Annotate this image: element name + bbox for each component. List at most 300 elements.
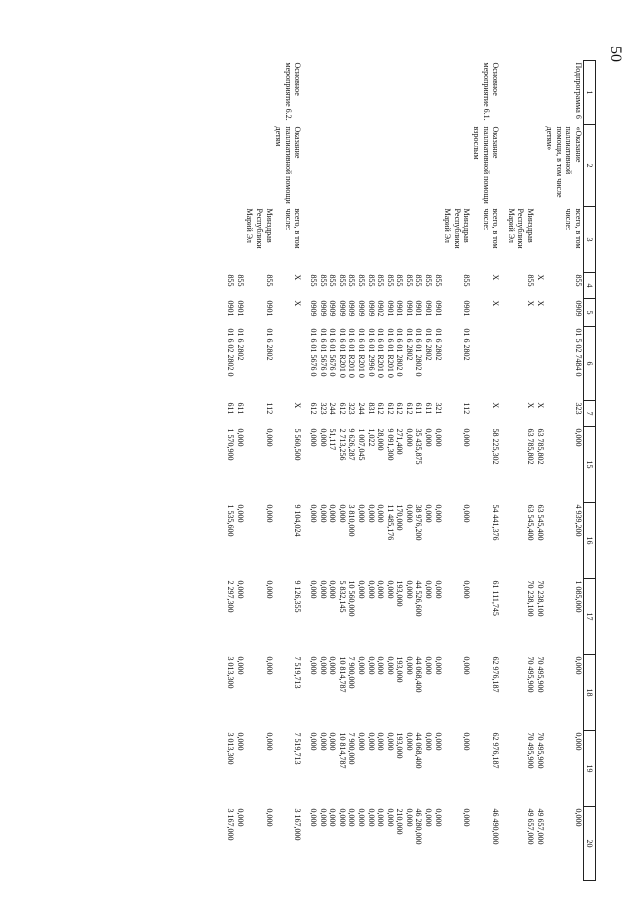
table-row bbox=[356, 61, 366, 881]
cell-19: 0,000 bbox=[318, 732, 328, 751]
cell-6: 01 6 2802 bbox=[404, 328, 414, 361]
cell-18: 0,000 bbox=[366, 656, 376, 675]
table-row bbox=[443, 61, 472, 881]
cell-7: 112 bbox=[462, 402, 472, 415]
cell-4: 855 bbox=[226, 274, 236, 287]
cell-17: 0,000 bbox=[328, 580, 338, 599]
cell-2 bbox=[395, 125, 405, 207]
cell-20: 0,000 bbox=[264, 808, 274, 827]
cell-17: 1 085,000 bbox=[574, 580, 583, 613]
cell-19: 62 976,187 bbox=[491, 732, 501, 769]
cell-5: 0901 bbox=[404, 300, 414, 317]
cell-3 bbox=[347, 207, 357, 273]
cell-19: 0,000 bbox=[404, 732, 414, 751]
cell-15: 9 091,300 bbox=[385, 428, 395, 461]
cell-18: 0,000 bbox=[385, 656, 395, 675]
cell-18: 7 900,000 bbox=[347, 656, 357, 689]
cell-19: 0,000 bbox=[433, 732, 443, 751]
cell-3: Минздрав Республики Марий Эл bbox=[506, 208, 536, 249]
cell-4: X bbox=[293, 274, 303, 281]
cell-2 bbox=[424, 125, 434, 207]
cell-1 bbox=[404, 61, 414, 125]
cell-20: 0,000 bbox=[337, 808, 347, 827]
cell-19: 0,000 bbox=[235, 732, 245, 751]
column-header-18: 18 bbox=[584, 655, 596, 731]
cell-4: 855 bbox=[526, 274, 536, 287]
cell-16: 1 535,600 bbox=[226, 504, 236, 537]
cell-16: 0,000 bbox=[337, 504, 347, 523]
cell-16: 54 441,376 bbox=[491, 504, 501, 541]
cell-5: 0909 bbox=[366, 300, 376, 317]
cell-6 bbox=[535, 327, 545, 401]
cell-7: 611 bbox=[424, 402, 434, 415]
cell-20: 0,000 bbox=[385, 808, 395, 827]
cell-2 bbox=[328, 125, 338, 207]
cell-6: 01 6 01 5676 0 bbox=[318, 328, 328, 377]
cell-18: 70 495,900 bbox=[535, 656, 545, 693]
cell-4: 855 bbox=[395, 274, 405, 287]
cell-16: 11 485,176 bbox=[385, 504, 395, 541]
cell-7: X bbox=[535, 402, 545, 409]
cell-5: 0901 bbox=[424, 300, 434, 317]
cell-15: 2 713,256 bbox=[337, 428, 347, 461]
cell-2 bbox=[414, 125, 424, 207]
cell-18: 44 068,400 bbox=[414, 656, 424, 693]
rotated-table-container bbox=[116, 60, 596, 880]
cell-15: 0,000 bbox=[264, 428, 274, 447]
budget-table bbox=[226, 60, 596, 881]
table-row bbox=[433, 61, 443, 881]
cell-2 bbox=[385, 125, 395, 207]
cell-4: 855 bbox=[356, 274, 366, 287]
cell-19: 0,000 bbox=[264, 732, 274, 751]
cell-4: 855 bbox=[318, 274, 328, 287]
table-row bbox=[414, 61, 424, 881]
cell-1: Подпрограмма 6 bbox=[574, 62, 583, 119]
cell-5: 0901 bbox=[264, 300, 274, 317]
cell-3 bbox=[308, 207, 318, 273]
cell-18: 0,000 bbox=[318, 656, 328, 675]
cell-18: 0,000 bbox=[356, 656, 366, 675]
cell-7: 244 bbox=[328, 402, 338, 415]
cell-3: всего, в том числе: bbox=[481, 208, 501, 249]
cell-7: 611 bbox=[414, 402, 424, 415]
table-row bbox=[404, 61, 414, 881]
cell-19: 0,000 bbox=[308, 732, 318, 751]
cell-20: 0,000 bbox=[235, 808, 245, 827]
cell-16: 170,000 bbox=[395, 504, 405, 531]
cell-7: X bbox=[491, 402, 501, 409]
cell-6 bbox=[471, 327, 500, 401]
cell-3 bbox=[385, 207, 395, 273]
cell-4: 855 bbox=[347, 274, 357, 287]
cell-3 bbox=[337, 207, 347, 273]
cell-6: 01 6 01 2996 0 bbox=[366, 328, 376, 377]
column-header-7: 7 bbox=[584, 401, 596, 427]
cell-19: 3 013,300 bbox=[226, 732, 236, 765]
cell-6: 01 6 2802 bbox=[433, 328, 443, 361]
section-gap bbox=[500, 61, 506, 881]
cell-19: 7 519,713 bbox=[293, 732, 303, 765]
cell-3 bbox=[376, 207, 386, 273]
section-gap bbox=[302, 61, 308, 881]
cell-7: 112 bbox=[264, 402, 274, 415]
cell-2 bbox=[404, 125, 414, 207]
cell-16: 0,000 bbox=[404, 504, 414, 523]
cell-4: 855 bbox=[404, 274, 414, 287]
cell-2: Оказание паллиативной помощи взрослым bbox=[472, 126, 501, 204]
column-header-16: 16 bbox=[584, 503, 596, 579]
cell-7: 612 bbox=[376, 402, 386, 415]
gap-cell bbox=[500, 61, 506, 881]
table-row bbox=[226, 61, 236, 881]
gap-cell bbox=[302, 61, 308, 881]
cell-2: Оказание паллиативной помощи детям bbox=[274, 126, 303, 204]
cell-19: 70 495,900 bbox=[535, 732, 545, 769]
cell-16: 63 545,400 bbox=[526, 504, 536, 541]
column-header-3: 3 bbox=[584, 207, 596, 273]
cell-15: 0,000 bbox=[404, 428, 414, 447]
cell-18: 7 519,713 bbox=[293, 656, 303, 689]
table-row bbox=[424, 61, 434, 881]
table-row bbox=[506, 61, 535, 881]
cell-4: 855 bbox=[385, 274, 395, 287]
cell-4: 855 bbox=[376, 274, 386, 287]
cell-1: Основное мероприятие 6.2. bbox=[283, 62, 303, 121]
table-row bbox=[245, 61, 274, 881]
cell-3: всего, в том числе: bbox=[564, 208, 583, 249]
cell-7: 612 bbox=[337, 402, 347, 415]
cell-20: 0,000 bbox=[376, 808, 386, 827]
cell-17: 0,000 bbox=[264, 580, 274, 599]
cell-17: 0,000 bbox=[376, 580, 386, 599]
cell-17: 5 832,145 bbox=[337, 580, 347, 613]
cell-17: 70 238,100 bbox=[526, 580, 536, 617]
cell-18: 193,000 bbox=[395, 656, 405, 683]
cell-6: 01 5 02 7484 0 bbox=[574, 328, 583, 377]
cell-18: 0,000 bbox=[308, 656, 318, 675]
cell-19: 44 068,400 bbox=[414, 732, 424, 769]
cell-6: 01 6 2802 bbox=[424, 328, 434, 361]
cell-16: 0,000 bbox=[264, 504, 274, 523]
cell-4: 855 bbox=[308, 274, 318, 287]
column-header-4: 4 bbox=[584, 273, 596, 299]
cell-1 bbox=[318, 61, 328, 125]
cell-20: 49 657,000 bbox=[535, 808, 545, 845]
cell-6: 01 6 01 R201 0 bbox=[356, 328, 366, 378]
cell-6: 01 6 02 2802 0 bbox=[226, 328, 236, 377]
cell-15: 0,000 bbox=[235, 428, 245, 447]
cell-17: 0,000 bbox=[318, 580, 328, 599]
cell-16: 0,000 bbox=[328, 504, 338, 523]
cell-5: 0901 bbox=[235, 300, 245, 317]
cell-1 bbox=[235, 61, 245, 125]
table-body bbox=[226, 61, 584, 881]
cell-1 bbox=[433, 61, 443, 125]
table-row bbox=[366, 61, 376, 881]
cell-5: X bbox=[491, 300, 501, 307]
cell-5: X bbox=[293, 300, 303, 307]
cell-5: 0901 bbox=[433, 300, 443, 317]
cell-20: 0,000 bbox=[462, 808, 472, 827]
cell-2: «Оказание паллиативной помощи, в том числе детям» bbox=[545, 126, 583, 198]
cell-16: 0,000 bbox=[318, 504, 328, 523]
cell-16: 0,000 bbox=[462, 504, 472, 523]
cell-2 bbox=[366, 125, 376, 207]
cell-19: 0,000 bbox=[462, 732, 472, 751]
column-header-5: 5 bbox=[584, 299, 596, 327]
cell-17: 9 126,355 bbox=[293, 580, 303, 613]
cell-18: 0,000 bbox=[462, 656, 472, 675]
cell-5: 0901 bbox=[414, 300, 424, 317]
cell-18: 0,000 bbox=[328, 656, 338, 675]
cell-18: 0,000 bbox=[424, 656, 434, 675]
cell-18: 0,000 bbox=[574, 656, 583, 675]
cell-1 bbox=[356, 61, 366, 125]
cell-15: 0,000 bbox=[462, 428, 472, 447]
cell-7: 831 bbox=[366, 402, 376, 415]
cell-1 bbox=[535, 61, 545, 125]
cell-18: 0,000 bbox=[433, 656, 443, 675]
cell-6: 01 6 2802 bbox=[264, 328, 274, 361]
cell-17: 0,000 bbox=[404, 580, 414, 599]
column-header-2: 2 bbox=[584, 125, 596, 207]
cell-3 bbox=[366, 207, 376, 273]
column-header-17: 17 bbox=[584, 579, 596, 655]
table-row bbox=[545, 61, 584, 881]
cell-7: 323 bbox=[574, 402, 583, 415]
table-row bbox=[385, 61, 395, 881]
cell-4: 855 bbox=[414, 274, 424, 287]
table-row bbox=[274, 61, 303, 881]
cell-6: 01 6 01 5676 0 bbox=[328, 328, 338, 377]
cell-19: 0,000 bbox=[574, 732, 583, 751]
cell-5: X bbox=[535, 300, 545, 307]
cell-15: 51,117 bbox=[328, 428, 338, 451]
cell-15: 9 626,287 bbox=[347, 428, 357, 461]
cell-6: 01 6 01 R201 0 bbox=[347, 328, 357, 378]
cell-15: 0,000 bbox=[318, 428, 328, 447]
cell-17: 44 526,600 bbox=[414, 580, 424, 617]
cell-3 bbox=[424, 207, 434, 273]
cell-6: 01 6 01 R201 0 bbox=[376, 328, 386, 378]
cell-6: 01 6 01 R201 0 bbox=[337, 328, 347, 378]
cell-18: 62 976,187 bbox=[491, 656, 501, 693]
cell-4: 855 bbox=[424, 274, 434, 287]
cell-17: 2 297,300 bbox=[226, 580, 236, 613]
cell-4: 855 bbox=[328, 274, 338, 287]
cell-19: 0,000 bbox=[328, 732, 338, 751]
column-header-19: 19 bbox=[584, 731, 596, 807]
column-header-20: 20 bbox=[584, 807, 596, 881]
cell-3 bbox=[404, 207, 414, 273]
cell-16: 0,000 bbox=[235, 504, 245, 523]
cell-4: X bbox=[535, 274, 545, 281]
cell-2 bbox=[443, 125, 472, 207]
cell-3: Минздрав Республики Марий Эл bbox=[245, 208, 274, 249]
cell-17: 70 238,100 bbox=[535, 580, 545, 617]
cell-3 bbox=[226, 207, 236, 273]
cell-7: X bbox=[293, 402, 303, 409]
cell-19: 70 495,900 bbox=[526, 732, 536, 769]
cell-3 bbox=[414, 207, 424, 273]
cell-20: 0,000 bbox=[328, 808, 338, 827]
cell-1 bbox=[376, 61, 386, 125]
cell-5: 0901 bbox=[226, 300, 236, 317]
cell-20: 0,000 bbox=[347, 808, 357, 827]
cell-7: 244 bbox=[356, 402, 366, 415]
cell-7: 611 bbox=[226, 402, 236, 415]
cell-1 bbox=[395, 61, 405, 125]
cell-2 bbox=[235, 125, 245, 207]
cell-2 bbox=[308, 125, 318, 207]
cell-16: 0,000 bbox=[376, 504, 386, 523]
cell-16: 0,000 bbox=[433, 504, 443, 523]
cell-17: 193,000 bbox=[395, 580, 405, 607]
cell-17: 61 111,745 bbox=[491, 580, 501, 616]
cell-3 bbox=[535, 207, 545, 273]
cell-19: 7 900,000 bbox=[347, 732, 357, 765]
cell-1 bbox=[443, 61, 472, 125]
cell-1 bbox=[328, 61, 338, 125]
cell-16: 0,000 bbox=[356, 504, 366, 523]
column-header-15: 15 bbox=[584, 427, 596, 503]
cell-3 bbox=[356, 207, 366, 273]
cell-5: 0909 bbox=[337, 300, 347, 317]
cell-20: 3 167,000 bbox=[226, 808, 236, 841]
cell-4: 855 bbox=[462, 274, 472, 287]
cell-15: 271,400 bbox=[395, 428, 405, 455]
table-row bbox=[471, 61, 500, 881]
table-row bbox=[235, 61, 245, 881]
cell-19: 0,000 bbox=[424, 732, 434, 751]
cell-2 bbox=[376, 125, 386, 207]
cell-2 bbox=[506, 125, 535, 207]
cell-7: 611 bbox=[235, 402, 245, 415]
table-row bbox=[395, 61, 405, 881]
cell-2 bbox=[245, 125, 274, 207]
cell-15: 1 570,900 bbox=[226, 428, 236, 461]
cell-15: 58 225,302 bbox=[491, 428, 501, 465]
cell-1 bbox=[226, 61, 236, 125]
cell-2 bbox=[318, 125, 328, 207]
cell-5: 0909 bbox=[574, 300, 583, 317]
cell-18: 0,000 bbox=[235, 656, 245, 675]
cell-15: 63 785,802 bbox=[535, 428, 545, 465]
cell-4: 855 bbox=[337, 274, 347, 287]
cell-6: 01 6 01 2802 0 bbox=[414, 328, 424, 377]
cell-18: 0,000 bbox=[264, 656, 274, 675]
cell-15: 1 007,045 bbox=[356, 428, 366, 461]
cell-4: 855 bbox=[235, 274, 245, 287]
cell-18: 0,000 bbox=[404, 656, 414, 675]
cell-17: 0,000 bbox=[385, 580, 395, 599]
cell-20: 3 167,000 bbox=[293, 808, 303, 841]
cell-20: 0,000 bbox=[356, 808, 366, 827]
cell-16: 0,000 bbox=[366, 504, 376, 523]
cell-1 bbox=[245, 61, 274, 125]
cell-19: 193,000 bbox=[395, 732, 405, 759]
cell-15: 0,000 bbox=[424, 428, 434, 447]
cell-7: 612 bbox=[308, 402, 318, 415]
cell-15: 35 435,875 bbox=[414, 428, 424, 465]
cell-3 bbox=[433, 207, 443, 273]
cell-15: 63 785,802 bbox=[526, 428, 536, 465]
cell-2 bbox=[356, 125, 366, 207]
cell-17: 0,000 bbox=[433, 580, 443, 599]
cell-15: 0,000 bbox=[308, 428, 318, 447]
cell-19: 0,000 bbox=[356, 732, 366, 751]
cell-19: 10 814,787 bbox=[337, 732, 347, 769]
cell-15: 1,022 bbox=[366, 428, 376, 447]
cell-1 bbox=[308, 61, 318, 125]
cell-2 bbox=[535, 125, 545, 207]
table-row bbox=[308, 61, 318, 881]
cell-19: 0,000 bbox=[366, 732, 376, 751]
cell-15: 0,000 bbox=[433, 428, 443, 447]
cell-5: 0909 bbox=[356, 300, 366, 317]
cell-20: 0,000 bbox=[433, 808, 443, 827]
cell-6: 01 6 01 2802 0 bbox=[395, 328, 405, 377]
cell-18: 0,000 bbox=[376, 656, 386, 675]
cell-18: 10 814,787 bbox=[337, 656, 347, 693]
cell-5: X bbox=[526, 300, 536, 307]
cell-4: 855 bbox=[433, 274, 443, 287]
cell-1 bbox=[366, 61, 376, 125]
cell-15: 28,000 bbox=[376, 428, 386, 451]
cell-16: 38 976,200 bbox=[414, 504, 424, 541]
cell-16: 9 104,024 bbox=[293, 504, 303, 537]
cell-16: 0,000 bbox=[424, 504, 434, 523]
cell-17: 0,000 bbox=[366, 580, 376, 599]
cell-6: 01 6 01 R201 0 bbox=[385, 328, 395, 378]
cell-17: 0,000 bbox=[356, 580, 366, 599]
cell-4: 855 bbox=[264, 274, 274, 287]
cell-20: 0,000 bbox=[366, 808, 376, 827]
cell-20: 49 657,000 bbox=[526, 808, 536, 845]
cell-16: 63 545,400 bbox=[535, 504, 545, 541]
table-row bbox=[347, 61, 357, 881]
cell-17: 0,000 bbox=[235, 580, 245, 599]
cell-3 bbox=[235, 207, 245, 273]
cell-6 bbox=[274, 327, 303, 401]
cell-20: 0,000 bbox=[574, 808, 583, 827]
cell-20: 0,000 bbox=[308, 808, 318, 827]
cell-17: 0,000 bbox=[462, 580, 472, 599]
cell-5: 0909 bbox=[318, 300, 328, 317]
table-row bbox=[328, 61, 338, 881]
cell-18: 3 013,300 bbox=[226, 656, 236, 689]
cell-5: 0909 bbox=[328, 300, 338, 317]
cell-15: 0,000 bbox=[574, 428, 583, 447]
cell-2 bbox=[226, 125, 236, 207]
table-row bbox=[337, 61, 347, 881]
cell-20: 0,000 bbox=[318, 808, 328, 827]
column-header-1: 1 bbox=[584, 61, 596, 125]
cell-16: 3 810,000 bbox=[347, 504, 357, 537]
cell-1 bbox=[347, 61, 357, 125]
cell-4: X bbox=[491, 274, 501, 281]
cell-19: 0,000 bbox=[385, 732, 395, 751]
cell-7: 323 bbox=[347, 402, 357, 415]
cell-2 bbox=[433, 125, 443, 207]
cell-17: 10 560,000 bbox=[347, 580, 357, 617]
cell-1 bbox=[506, 61, 535, 125]
cell-20: 0,000 bbox=[424, 808, 434, 827]
cell-16: 4 939,200 bbox=[574, 504, 583, 537]
cell-2 bbox=[337, 125, 347, 207]
cell-19: 0,000 bbox=[376, 732, 386, 751]
